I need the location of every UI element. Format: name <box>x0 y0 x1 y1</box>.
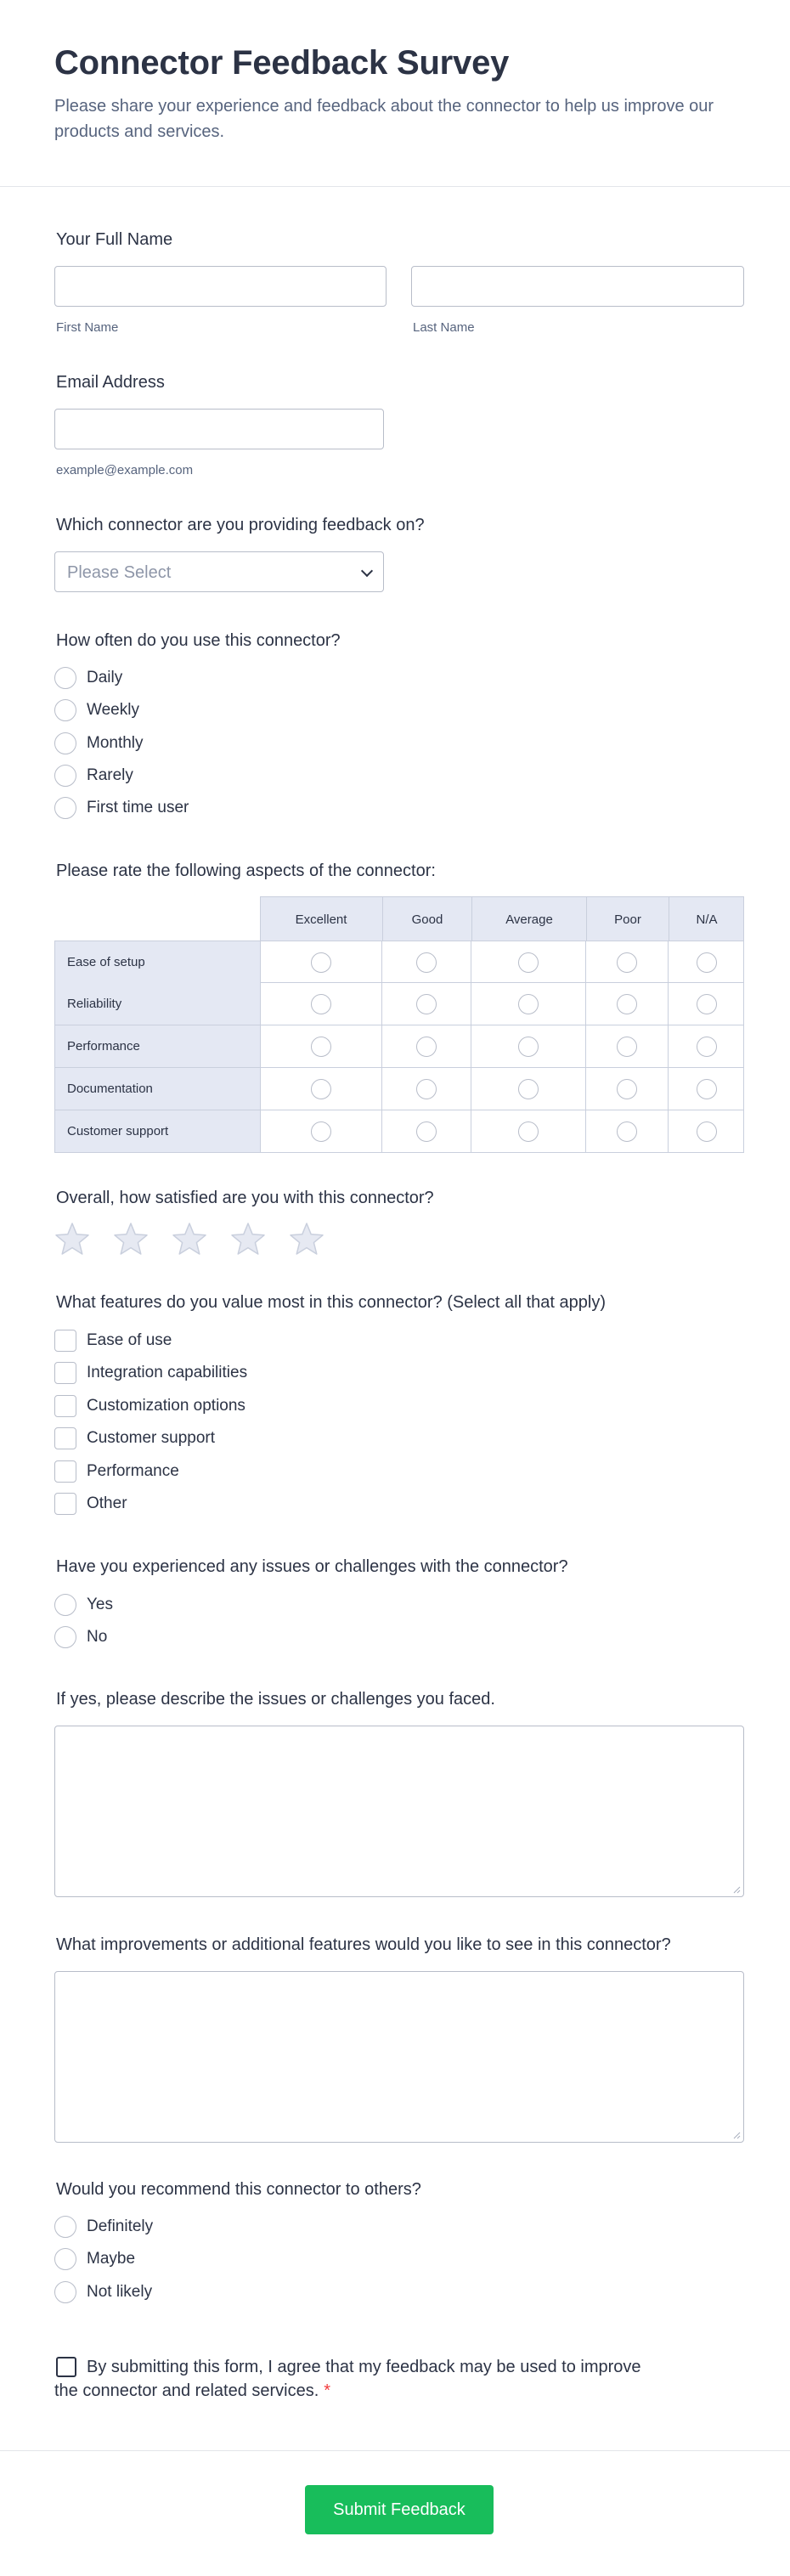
matrix-cell <box>471 1068 585 1110</box>
matrix-cell <box>668 1110 744 1152</box>
email-input[interactable] <box>54 409 384 449</box>
submit-button[interactable]: Submit Feedback <box>305 2485 494 2534</box>
form-footer <box>0 2450 790 2576</box>
option-label: Integration capabilities <box>87 1364 248 1381</box>
matrix-row-label: Reliability <box>55 983 261 1025</box>
matrix-cell <box>668 1025 744 1067</box>
matrix-cell <box>381 983 471 1025</box>
consent-text: By submitting this form, I agree that my feedback may be used to improve the connector and related services. <box>54 2358 641 2400</box>
matrix-row <box>54 1110 744 1153</box>
matrix-radio-button[interactable] <box>416 952 437 973</box>
full-name-label: Your Full Name <box>56 230 173 249</box>
matrix-radio-button[interactable] <box>518 1037 539 1057</box>
matrix-column-na: N/A <box>669 897 744 941</box>
matrix-cell <box>471 983 585 1025</box>
option-label: First time user <box>87 799 189 816</box>
radio-button[interactable] <box>54 2216 76 2238</box>
matrix-radio-button[interactable] <box>311 994 331 1014</box>
radio-button[interactable] <box>54 2248 76 2270</box>
matrix-cell <box>260 1110 381 1152</box>
matrix-row-label: Ease of setup <box>55 941 261 983</box>
email-label: Email Address <box>56 373 165 392</box>
radio-button[interactable] <box>54 765 76 787</box>
matrix-radio-button[interactable] <box>311 1037 331 1057</box>
matrix-row <box>54 1025 744 1068</box>
option-label: Weekly <box>87 701 139 719</box>
rating-label: Please rate the following aspects of the connector: <box>56 861 436 880</box>
required-asterisk: * <box>324 2381 331 2400</box>
checkbox[interactable] <box>54 1362 76 1384</box>
consent-checkbox-field[interactable] <box>54 2355 666 2403</box>
radio-button[interactable] <box>54 667 76 689</box>
option-label: Yes <box>87 1596 113 1613</box>
form-header <box>0 0 790 187</box>
checkbox[interactable] <box>54 1330 76 1352</box>
matrix-cell <box>585 983 668 1025</box>
recommend-label: Would you recommend this connector to others? <box>56 2180 421 2199</box>
checkbox[interactable] <box>54 1460 76 1483</box>
satisfaction-label: Overall, how satisfied are you with this connector? <box>56 1189 434 1207</box>
option-label: Customization options <box>87 1397 245 1415</box>
connector-label: Which connector are you providing feedback on? <box>56 516 425 534</box>
email-sublabel: example@example.com <box>56 463 194 477</box>
resize-grip-icon[interactable] <box>732 1885 741 1894</box>
matrix-radio-button[interactable] <box>518 952 539 973</box>
matrix-column-excellent: Excellent <box>295 912 347 927</box>
matrix-radio-button[interactable] <box>518 994 539 1014</box>
radio-button[interactable] <box>54 1594 76 1616</box>
features-label: What features do you value most in this connector? (Select all that apply) <box>56 1293 607 1312</box>
star-icon[interactable] <box>230 1222 266 1257</box>
star-icon[interactable] <box>289 1222 324 1257</box>
matrix-cell <box>381 1110 471 1152</box>
matrix-cell <box>668 941 744 983</box>
matrix-row-label: Documentation <box>55 1068 261 1110</box>
first-name-input[interactable] <box>54 266 387 307</box>
matrix-cell <box>668 1068 744 1110</box>
last-name-sublabel: Last Name <box>413 320 475 335</box>
resize-grip-icon[interactable] <box>732 2131 741 2139</box>
matrix-cell <box>668 983 744 1025</box>
matrix-header <box>260 896 744 941</box>
checkbox[interactable] <box>54 1395 76 1417</box>
matrix-radio-button[interactable] <box>311 1079 331 1099</box>
matrix-radio-button[interactable] <box>697 952 717 973</box>
option-label: Daily <box>87 669 123 686</box>
option-label: Not likely <box>87 2283 153 2301</box>
matrix-radio-button[interactable] <box>416 1079 437 1099</box>
matrix-row <box>54 983 744 1025</box>
matrix-column-poor: Poor <box>586 897 669 941</box>
option-label: Customer support <box>87 1429 216 1447</box>
matrix-cell <box>260 1025 381 1067</box>
matrix-radio-button[interactable] <box>697 1121 717 1142</box>
matrix-radio-button[interactable] <box>311 1121 331 1142</box>
page-title: Connector Feedback Survey <box>54 44 510 82</box>
matrix-row <box>54 941 744 983</box>
option-label: Other <box>87 1494 127 1512</box>
matrix-cell <box>471 941 585 983</box>
matrix-radio-button[interactable] <box>617 1037 637 1057</box>
option-label: No <box>87 1628 108 1646</box>
radio-button[interactable] <box>54 732 76 754</box>
improvements-textarea[interactable] <box>54 1971 744 2143</box>
option-label: Rarely <box>87 766 133 784</box>
option-label: Performance <box>87 1462 179 1480</box>
matrix-cell <box>585 1068 668 1110</box>
connector-select[interactable] <box>54 551 384 592</box>
matrix-cell <box>260 941 381 983</box>
matrix-radio-button[interactable] <box>416 1121 437 1142</box>
matrix-radio-button[interactable] <box>416 994 437 1014</box>
first-name-sublabel: First Name <box>56 320 119 335</box>
option-label: Definitely <box>87 2217 154 2235</box>
matrix-radio-button[interactable] <box>697 1079 717 1099</box>
page-subtitle: Please share your experience and feedback about the connector to help us improve our products and services. <box>54 97 714 141</box>
matrix-radio-button[interactable] <box>617 1121 637 1142</box>
matrix-radio-button[interactable] <box>617 952 637 973</box>
checkbox[interactable] <box>54 1493 76 1515</box>
matrix-radio-button[interactable] <box>697 994 717 1014</box>
matrix-cell <box>585 1025 668 1067</box>
radio-button[interactable] <box>54 797 76 819</box>
radio-button[interactable] <box>54 2281 76 2303</box>
matrix-cell <box>471 1025 585 1067</box>
consent-checkbox[interactable] <box>56 2357 76 2377</box>
option-label: Ease of use <box>87 1331 172 1349</box>
last-name-input[interactable] <box>411 266 744 307</box>
matrix-cell <box>381 941 471 983</box>
matrix-cell <box>471 1110 585 1152</box>
option-label: Maybe <box>87 2250 136 2268</box>
matrix-radio-button[interactable] <box>617 1079 637 1099</box>
matrix-cell <box>585 941 668 983</box>
matrix-cell <box>585 1110 668 1152</box>
checkbox[interactable] <box>54 1427 76 1449</box>
star-icon[interactable] <box>54 1222 90 1257</box>
matrix-radio-button[interactable] <box>311 952 331 973</box>
matrix-row-label: Performance <box>55 1025 261 1067</box>
matrix-radio-button[interactable] <box>416 1037 437 1057</box>
matrix-row <box>54 1068 744 1110</box>
matrix-radio-button[interactable] <box>518 1121 539 1142</box>
matrix-radio-button[interactable] <box>518 1079 539 1099</box>
matrix-cell <box>381 1025 471 1067</box>
matrix-row-label: Customer support <box>55 1110 261 1152</box>
issues-detail-label: If yes, please describe the issues or challenges you faced. <box>56 1690 495 1709</box>
issues-label: Have you experienced any issues or challenges with the connector? <box>56 1557 568 1576</box>
star-icon[interactable] <box>172 1222 207 1257</box>
matrix-cell <box>260 983 381 1025</box>
matrix-radio-button[interactable] <box>617 994 637 1014</box>
issues-detail-textarea[interactable] <box>54 1726 744 1897</box>
connector-select-placeholder: Please Select <box>67 563 172 582</box>
matrix-column-average: Average <box>471 897 586 941</box>
star-icon[interactable] <box>113 1222 149 1257</box>
matrix-column-good: Good <box>382 897 471 941</box>
matrix-cell <box>260 1068 381 1110</box>
chevron-down-icon <box>361 565 373 577</box>
matrix-cell <box>381 1068 471 1110</box>
frequency-label: How often do you use this connector? <box>56 631 341 650</box>
radio-button[interactable] <box>54 1626 76 1648</box>
radio-button[interactable] <box>54 699 76 721</box>
matrix-radio-button[interactable] <box>697 1037 717 1057</box>
option-label: Monthly <box>87 734 144 752</box>
improvements-label: What improvements or additional features would you like to see in this connector? <box>56 1935 671 1954</box>
